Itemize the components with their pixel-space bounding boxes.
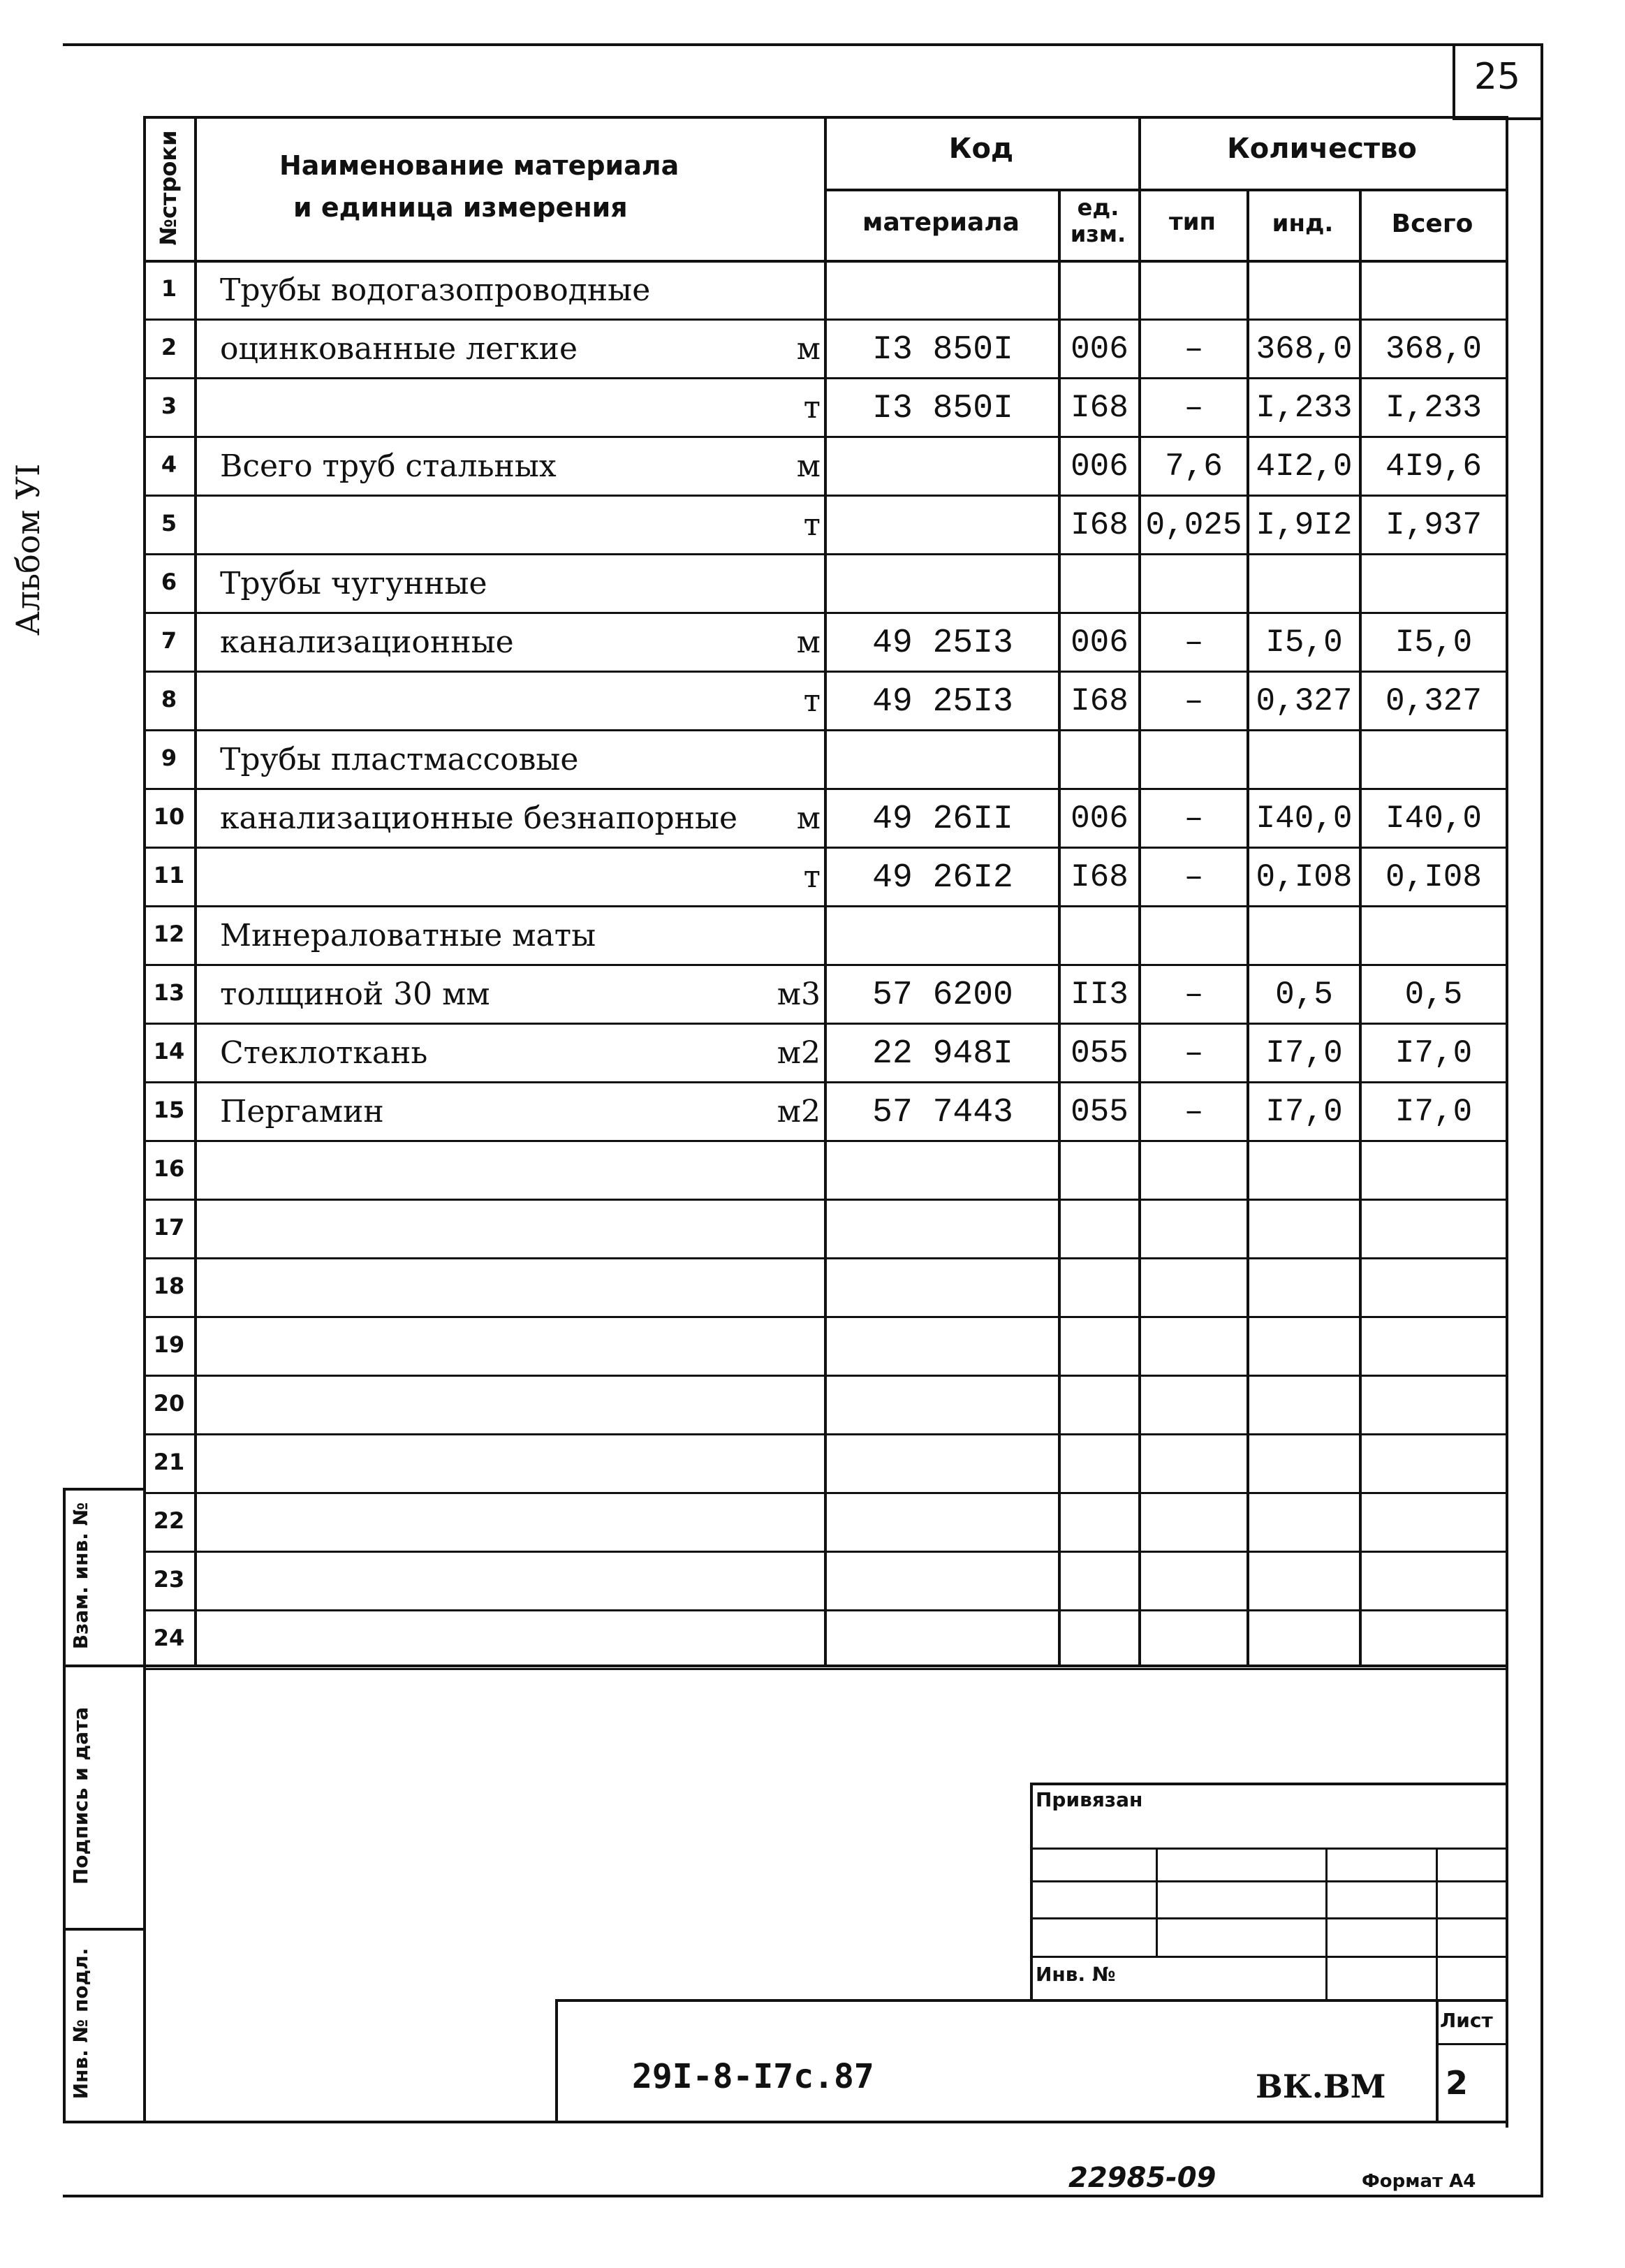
cell-name: Трубы водогазопроводные bbox=[220, 272, 651, 308]
cell-name: Трубы пластмассовые bbox=[220, 742, 579, 777]
cell-ind: 0,I08 bbox=[1256, 859, 1353, 895]
cell-typ: – bbox=[1184, 976, 1204, 1013]
cell-unit: м bbox=[796, 331, 821, 367]
cell-total: I40,0 bbox=[1385, 800, 1483, 837]
cell-name: Пергамин bbox=[220, 1094, 384, 1129]
row-number: 5 bbox=[161, 510, 177, 536]
row-number: 2 bbox=[161, 334, 177, 360]
row-number: 21 bbox=[153, 1449, 185, 1475]
cell-unit: м bbox=[796, 448, 821, 484]
sheet-label: Лист bbox=[1440, 2009, 1493, 2032]
cell-total: I7,0 bbox=[1395, 1035, 1473, 1071]
cell-ind: I,233 bbox=[1256, 390, 1353, 426]
cell-typ: – bbox=[1184, 859, 1204, 895]
vzam-inv-label: Взам. инв. № bbox=[69, 1502, 92, 1650]
total-header: Всего bbox=[1391, 210, 1473, 238]
cell-unit: м2 bbox=[777, 1035, 821, 1071]
privyazan-label: Привязан bbox=[1036, 1788, 1143, 1811]
unit-header-line2: изм. bbox=[1070, 221, 1126, 247]
row-number: 12 bbox=[153, 921, 185, 947]
row-number: 6 bbox=[161, 569, 177, 595]
name-header-line2: и единица измерения bbox=[293, 192, 628, 223]
cell-unit: м bbox=[796, 624, 821, 660]
cell-total: I5,0 bbox=[1395, 624, 1473, 661]
cell-code: 57 7443 bbox=[872, 1094, 1013, 1132]
row-number: 19 bbox=[153, 1331, 185, 1358]
cell-eu: 055 bbox=[1071, 1035, 1128, 1071]
cell-name: Трубы чугунные bbox=[220, 566, 487, 601]
cell-eu: 055 bbox=[1071, 1094, 1128, 1130]
cell-typ: – bbox=[1184, 624, 1204, 661]
row-number: 3 bbox=[161, 393, 177, 419]
cell-name: канализационные безнапорные bbox=[220, 800, 738, 836]
cell-code: I3 850I bbox=[872, 390, 1013, 427]
cell-eu: 006 bbox=[1071, 800, 1128, 837]
row-number: 18 bbox=[153, 1273, 185, 1299]
cell-code: I3 850I bbox=[872, 331, 1013, 369]
cell-eu: I68 bbox=[1071, 859, 1128, 895]
cell-code: 49 25I3 bbox=[872, 624, 1013, 662]
row-number: 1 bbox=[161, 275, 177, 302]
row-number: 9 bbox=[161, 745, 177, 771]
cell-unit: м3 bbox=[777, 976, 821, 1012]
unit-header-line1: ед. bbox=[1077, 194, 1119, 221]
row-number: 23 bbox=[153, 1566, 185, 1593]
cell-total: I,233 bbox=[1385, 390, 1483, 426]
cell-eu: 006 bbox=[1071, 448, 1128, 485]
row-number: 14 bbox=[153, 1038, 185, 1065]
row-number: 15 bbox=[153, 1097, 185, 1123]
cell-unit: т bbox=[803, 390, 821, 425]
cell-unit: т bbox=[803, 507, 821, 543]
page-number: 25 bbox=[1473, 56, 1521, 98]
cell-typ: – bbox=[1184, 331, 1204, 367]
cell-typ: 0,025 bbox=[1145, 507, 1242, 543]
name-header-line1: Наименование материала bbox=[279, 150, 679, 181]
album-label: Альбом УI bbox=[9, 463, 47, 636]
cell-eu: II3 bbox=[1071, 976, 1128, 1013]
cell-total: 368,0 bbox=[1385, 331, 1483, 367]
cell-code: 22 948I bbox=[872, 1035, 1013, 1073]
cell-total: I7,0 bbox=[1395, 1094, 1473, 1130]
row-number: 17 bbox=[153, 1214, 185, 1241]
row-number-header: №строки bbox=[155, 130, 182, 246]
cell-name: Стеклоткань bbox=[220, 1035, 428, 1071]
row-number: 10 bbox=[153, 803, 185, 830]
cell-total: 0,I08 bbox=[1385, 859, 1483, 895]
archive-number: 22985-09 bbox=[1068, 2162, 1216, 2194]
cell-ind: I7,0 bbox=[1265, 1035, 1343, 1071]
cell-eu: I68 bbox=[1071, 390, 1128, 426]
cell-ind: 368,0 bbox=[1256, 331, 1353, 367]
cell-name: оцинкованные легкие bbox=[220, 331, 578, 367]
document-code: 29I-8-I7с.87 bbox=[632, 2057, 874, 2096]
cell-eu: 006 bbox=[1071, 331, 1128, 367]
cell-typ: 7,6 bbox=[1165, 448, 1223, 485]
podpis-data-label: Подпись и дата bbox=[69, 1706, 92, 1885]
cell-code: 57 6200 bbox=[872, 976, 1013, 1014]
cell-ind: I7,0 bbox=[1265, 1094, 1343, 1130]
row-number: 22 bbox=[153, 1507, 185, 1534]
cell-typ: – bbox=[1184, 1035, 1204, 1071]
type-header: тип bbox=[1168, 208, 1216, 236]
sheet-mark: ВК.ВМ bbox=[1256, 2068, 1386, 2105]
format-label: Формат А4 bbox=[1362, 2171, 1476, 2192]
qty-header: Количество bbox=[1227, 133, 1417, 165]
cell-name: толщиной 30 мм bbox=[220, 976, 490, 1012]
cell-typ: – bbox=[1184, 390, 1204, 426]
code-material-header: материала bbox=[862, 208, 1020, 237]
cell-ind: 0,5 bbox=[1275, 976, 1333, 1013]
inv-no-label: Инв. № bbox=[1036, 1963, 1116, 1986]
row-number: 16 bbox=[153, 1155, 185, 1182]
cell-code: 49 26I2 bbox=[872, 859, 1013, 897]
cell-typ: – bbox=[1184, 800, 1204, 837]
cell-total: 0,327 bbox=[1385, 683, 1483, 719]
cell-ind: I,9I2 bbox=[1256, 507, 1353, 543]
inv-podl-label: Инв. № подл. bbox=[69, 1947, 92, 2100]
cell-total: 0,5 bbox=[1404, 976, 1463, 1013]
row-number: 24 bbox=[153, 1625, 185, 1651]
cell-ind: I40,0 bbox=[1256, 800, 1353, 837]
cell-typ: – bbox=[1184, 1094, 1204, 1130]
cell-code: 49 26II bbox=[872, 800, 1013, 838]
cell-eu: 006 bbox=[1071, 624, 1128, 661]
cell-name: Всего труб стальных bbox=[220, 448, 557, 484]
row-number: 11 bbox=[153, 862, 185, 888]
cell-code: 49 25I3 bbox=[872, 683, 1013, 721]
cell-name: Минераловатные маты bbox=[220, 918, 596, 953]
cell-eu: I68 bbox=[1071, 683, 1128, 719]
cell-name: канализационные bbox=[220, 624, 514, 660]
cell-eu: I68 bbox=[1071, 507, 1128, 543]
cell-ind: 4I2,0 bbox=[1256, 448, 1353, 485]
cell-unit: м bbox=[796, 800, 821, 836]
row-number: 7 bbox=[161, 627, 177, 654]
cell-unit: м2 bbox=[777, 1094, 821, 1129]
cell-total: I,937 bbox=[1385, 507, 1483, 543]
row-number: 20 bbox=[153, 1390, 185, 1417]
cell-ind: I5,0 bbox=[1265, 624, 1343, 661]
row-number: 4 bbox=[161, 451, 177, 478]
cell-unit: т bbox=[803, 859, 821, 895]
code-header: Код bbox=[948, 133, 1014, 165]
row-number: 13 bbox=[153, 979, 185, 1006]
cell-total: 4I9,6 bbox=[1385, 448, 1483, 485]
sheet-number: 2 bbox=[1446, 2064, 1469, 2102]
cell-typ: – bbox=[1184, 683, 1204, 719]
cell-ind: 0,327 bbox=[1256, 683, 1353, 719]
cell-unit: т bbox=[803, 683, 821, 719]
ind-header: инд. bbox=[1272, 210, 1334, 237]
row-number: 8 bbox=[161, 686, 177, 712]
